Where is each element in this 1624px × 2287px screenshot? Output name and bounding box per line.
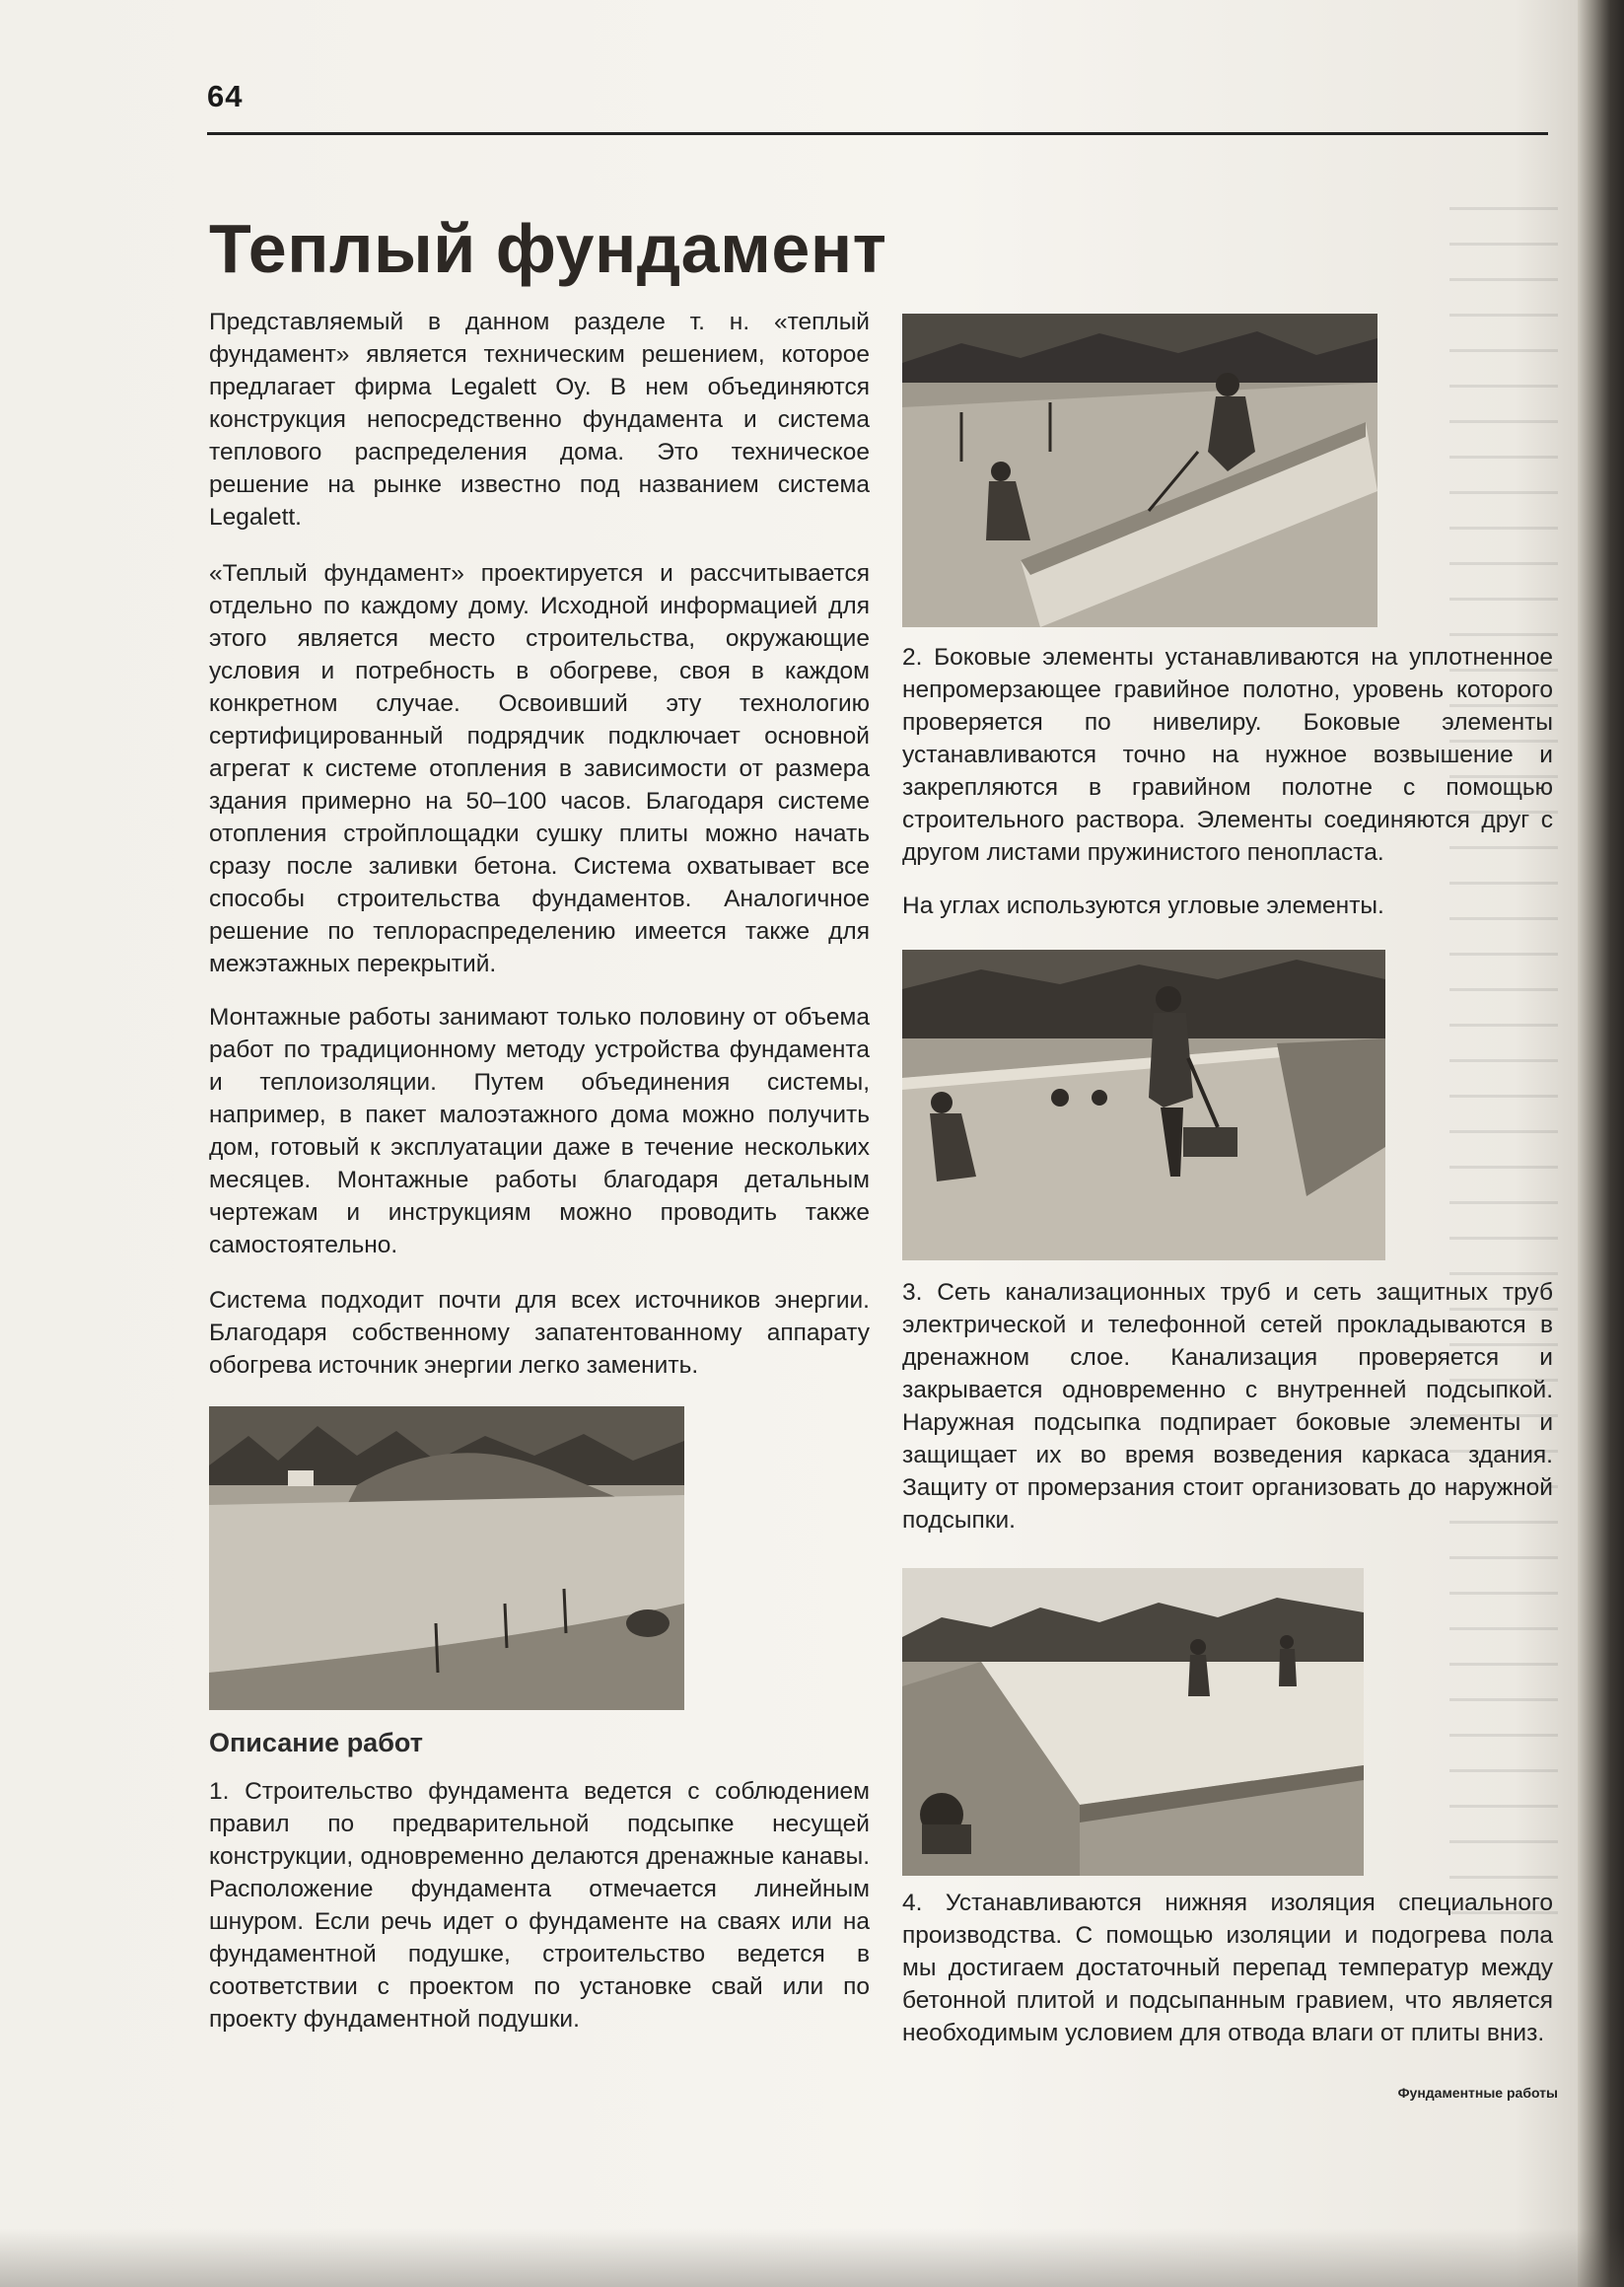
scan-bottom-shadow: [0, 2228, 1624, 2287]
book-spine-edge: [1578, 0, 1624, 2287]
caption-step-3: 3. Сеть канализационных труб и сеть защитных труб электрической и телефонной сетей прокладываются в дренажном слое. Канализация проверяется и закрывается одновременно с внутренней подсыпкой. Наружная подсыпка подпирает боковые элементы и защищает их во время возведения каркаса здания. Защиту от промерзания стоит организовать до наружной подсыпки.: [902, 1279, 1553, 1534]
page-title: Теплый фундамент: [209, 210, 887, 287]
energy-paragraph: Система подходит почти для всех источников энергии. Благодаря собственному запатентованному аппарату обогрева источник энергии легко заменить.: [209, 1287, 870, 1379]
caption-step-4: 4. Устанавливаются нижняя изоляция специального производства. С помощью изоляции и подогрева пола мы достигаем достаточный перепад температур между бетонной плитой и подсыпанным гравием, что является необходимым условием для отвода влаги от плиты вниз.: [902, 1890, 1553, 2046]
page-number: 64: [207, 79, 244, 113]
photo-insulation: [902, 1568, 1364, 1876]
intro-paragraph: Представляемый в данном разделе т. н. «теплый фундамент» является техническим решением, которое предлагает фирма Legalett Oy. В нем объединяются конструкция непосредственно фундамента и система теплового распределения дома. Это техническое решение на рынке известно под названием система Legalett.: [209, 309, 870, 531]
caption-step-2: 2. Боковые элементы устанавливаются на уплотненное непромерзающее гравийное полотно, уровень которого проверяется по нивелиру. Боковые элементы устанавливаются точно на нужное возвышение и закрепляются в гравийном полотне с помощью строительного раствора. Элементы соединяются друг с другом листами пружинистого пенопласта.: [902, 644, 1553, 866]
photo-excavation-site: [209, 1406, 684, 1710]
footer-section-label: Фундаментные работы: [1397, 2085, 1558, 2101]
photo-side-elements: [902, 314, 1377, 627]
work-description-heading: Описание работ: [209, 1728, 423, 1757]
corner-elements-note: На углах используются угловые элементы.: [902, 893, 1384, 919]
step-1-paragraph: 1. Строительство фундамента ведется с соблюдением правил по предварительной подсыпке несущей конструкции, одновременно делаются дренажные канавы. Расположение фундамента отмечается линейным шнуром. Если речь идет о фундаменте на сваях или на фундаментной подушке, строительство ведется в соответствии с проектом по установке свай или по проекту фундаментной подушки.: [209, 1778, 870, 2033]
photo-compaction: [902, 950, 1385, 1260]
design-paragraph: «Теплый фундамент» проектируется и рассчитывается отдельно по каждому дому. Исходной информацией для этого является место строительства, окружающие условия и потребность в обогреве, своя в каждом конкретном случае. Освоивший эту технологию сертифицированный подрядчик подключает основной агрегат к системе отопления в зависимости от размера здания примерно на 50–100 часов. Благодаря системе отопления стройплощадки сушку плиты можно начать сразу после заливки бетона. Система охватывает все способы строительства фундаментов. Аналогичное решение по теплораспределению имеется также для межэтажных перекрытий.: [209, 560, 870, 977]
bleed-through-text: [1449, 207, 1558, 1933]
header-rule: [207, 132, 1548, 135]
installation-paragraph: Монтажные работы занимают только половину от объема работ по традиционному методу устройства фундамента и теплоизоляции. Путем объединения системы, например, в пакет малоэтажного дома можно получить дом, готовый к эксплуатации даже в течение нескольких месяцев. Монтажные работы благодаря детальным чертежам и инструкциям можно проводить также самостоятельно.: [209, 1004, 870, 1258]
